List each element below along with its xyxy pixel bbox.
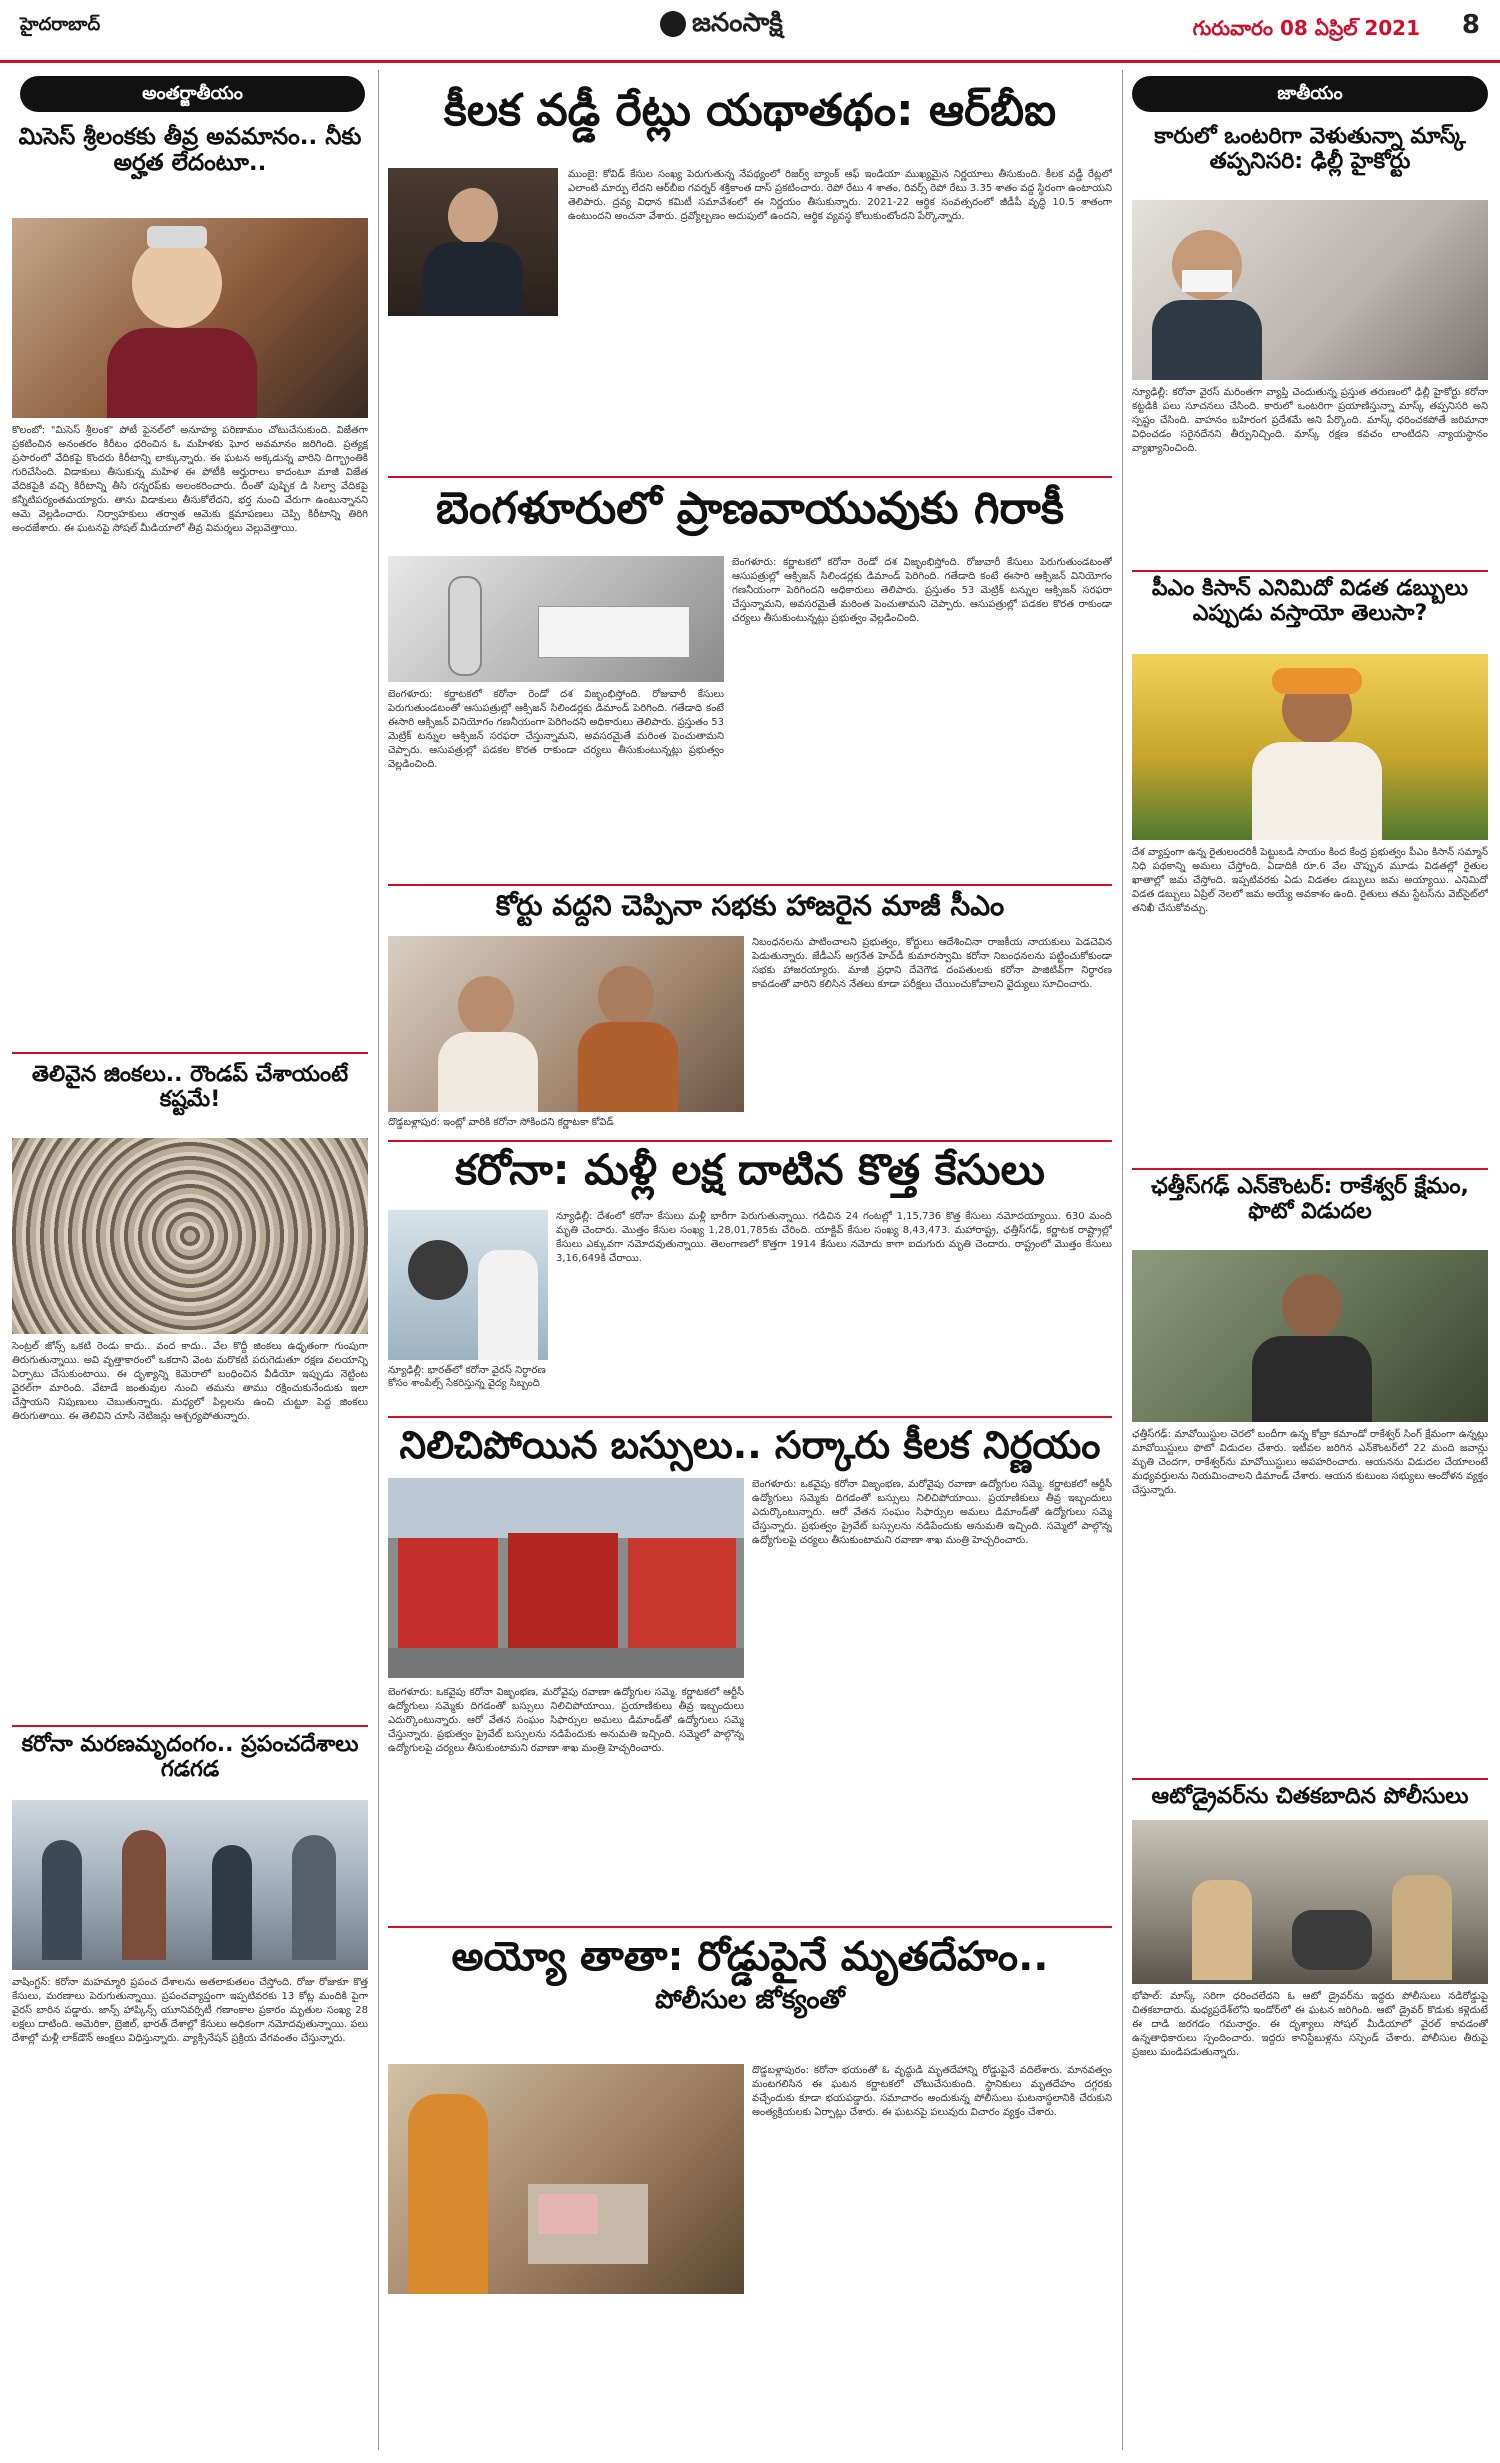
- story-body: ఛత్తీస్‌గఢ్: మావోయిస్టుల చెరలో బందీగా ఉన్న కోబ్రా కమాండో రాకేశ్వర్ సింగ్ క్షేమంగా ఉన్నట్లు మావోయిస్టులు ఫొటో విడుదల చేశారు. ఇటీవల జరిగిన ఎన్‌కౌంటర్‌లో 22 మంది జవాన్లు మృతి చెందగా, రాకేశ్వర్‌ను మావోయిస్టులు అపహరించారు. ఆయనను విడుదల చేయాలంటే మధ్యవర్తులను నియమించాలని డిమాండ్ చేశారు. ఆయన కుటుంబ సభ్యులు ఆందోళన వ్యక్తం చేస్తున్నారు.: [1132, 1429, 1488, 1496]
- story-separator: [388, 476, 1112, 478]
- headline: కరోనా మరణమృదంగం.. ప్రపంచదేశాలు గడగడ: [21, 1732, 359, 1783]
- story-body: నిబంధనలను పాటించాలని ప్రభుత్వం, కోర్టులు ఆదేశించినా రాజకీయ నాయకులు పెడచెవిన పెడుతున్నారు. జేడీఎస్ అగ్రనేత హెచ్‌డీ కుమారస్వామి కరోనా నిబంధనలను పట్టించుకోకుండా సభకు హాజరయ్యారు. మాజీ ప్రధాని దేవెగౌడ దంపతులకు కరోనా పాజిటివ్‌గా నిర్ధారణ కావడంతో వారిని కలిసిన నేతలు కూడా పరీక్షలు చేయించుకోవాలని వైద్యులు సూచించారు.: [752, 937, 1112, 990]
- section-national: జాతీయం: [1132, 76, 1488, 112]
- story-road-body: [388, 1934, 1112, 2016]
- paper-name: జనంసాక్షి: [692, 8, 783, 38]
- deer-herd-photo: [12, 1138, 368, 1334]
- story-mrs-srilanka: [12, 124, 368, 177]
- story-separator: [12, 1052, 368, 1054]
- story-body-cont: బెంగళూరు: ఒకవైపు కరోనా విజృంభణ, మరోవైపు రవాణా ఉద్యోగుల సమ్మె. కర్ణాటకలో ఆర్టీసీ ఉద్యోగులు సమ్మెకు దిగడంతో బస్సులు నిలిచిపోయాయి. ప్రయాణికులు తీవ్ర ఇబ్బందులు ఎదుర్కొంటున్నారు. ఆరో వేతన సంఘం సిఫార్సుల అమలు డిమాండ్‌తో ఉద్యోగులు సమ్మె చేస్తున్నారు. ప్రభుత్వం ప్రైవేట్ బస్సులను నడిపేందుకు అనుమతి ఇచ్చింది. సమ్మెలో పాల్గొన్న ఉద్యోగులపై చర్యలు తీసుకుంటామని రవాణా శాఖ మంత్రి హెచ్చరించారు.: [388, 1687, 744, 1754]
- story-separator: [388, 1140, 1112, 1142]
- logo-icon: [660, 11, 686, 37]
- roadside-photo: [388, 2064, 744, 2294]
- subheadline: పోలీసుల జోక్యంతో: [655, 1985, 845, 2015]
- story-body: న్యూఢిల్లీ: దేశంలో కరోనా కేసులు మళ్లీ భారీగా పెరుగుతున్నాయి. గడిచిన 24 గంటల్లో 1,15,736 కొత్త కేసులు నమోదయ్యాయి. 630 మంది మృతి చెందారు. మొత్తం కేసుల సంఖ్య 1,28,01,785కు చేరింది. యాక్టివ్ కేసుల సంఖ్య 8,43,473. మహారాష్ట్ర, ఛత్తీస్‌గఢ్, కర్ణాటక రాష్ట్రాల్లో కేసులు ఎక్కువగా నమోదవుతున్నాయి. తెలంగాణలో కొత్తగా 1914 కేసులు నమోదు కాగా ఐదుగురు మృతి చెందారు. రాష్ట్రంలో మొత్తం కేసులు 3,16,649కి చేరాయి.: [556, 1211, 1112, 1264]
- section-international: అంతర్జాతీయం: [20, 76, 365, 112]
- car-driver-photo: [1132, 200, 1488, 380]
- headline: నిలిచిపోయిన బస్సులు.. సర్కారు కీలక నిర్ణయం: [399, 1423, 1101, 1467]
- photo-caption: న్యూఢిల్లీ: భారత్‌లో కరోనా వైరస్ నిర్ధారణ కోసం శాంపిల్స్ సేకరిస్తున్న వైద్య సిబ్బంది: [388, 1365, 546, 1389]
- story-body: భోపాల్: మాస్క్ సరిగా ధరించలేదని ఓ ఆటో డ్రైవర్‌ను ఇద్దరు పోలీసులు నడిరోడ్డుపై చితకబాదారు. మధ్యప్రదేశ్‌లోని ఇండోర్‌లో ఈ ఘటన జరిగింది. ఆటో డ్రైవర్ కొడుకు కళ్లెదుటే ఈ దాడి జరగడం గమనార్హం. ఈ దృశ్యాలు సోషల్ మీడియాలో వైరల్ కావడంతో ఉన్నతాధికారులు స్పందించారు. ఇద్దరు కానిస్టేబుళ్లను సస్పెండ్ చేశారు. పోలీసుల తీరుపై ప్రజలు మండిపడుతున్నారు.: [1132, 1991, 1488, 2058]
- farmer-photo: [1132, 654, 1488, 840]
- story-body: బెంగళూరు: ఒకవైపు కరోనా విజృంభణ, మరోవైపు రవాణా ఉద్యోగుల సమ్మె. కర్ణాటకలో ఆర్టీసీ ఉద్యోగులు సమ్మెకు దిగడంతో బస్సులు నిలిచిపోయాయి. ప్రయాణికులు తీవ్ర ఇబ్బందులు ఎదుర్కొంటున్నారు. ఆరో వేతన సంఘం సిఫార్సుల అమలు డిమాండ్‌తో ఉద్యోగులు సమ్మె చేస్తున్నారు. ప్రభుత్వం ప్రైవేట్ బస్సులను నడిపేందుకు అనుమతి ఇచ్చింది. సమ్మెలో పాల్గొన్న ఉద్యోగులపై చర్యలు తీసుకుంటామని రవాణా శాఖ మంత్రి హెచ్చరించారు.: [752, 1479, 1112, 1546]
- story-body: న్యూఢిల్లీ: కరోనా వైరస్ మరింతగా వ్యాప్తి చెందుతున్న ప్రస్తుత తరుణంలో ఢిల్లీ హైకోర్టు కరోనా కట్టడికి పలు సూచనలు చేసింది. కారులో ఒంటరిగా ప్రయాణిస్తున్నా మాస్క్ తప్పనిసరి అని స్పష్టం చేసింది. వాహనం బహిరంగ ప్రదేశమే అని పేర్కొంది. మాస్క్ ధరించకపోతే జరిమానా విధించడం సరైనదేనని తీర్పునిచ్చింది. మాస్క్ రక్షణ కవచం లాంటిదని న్యాయస్థానం వ్యాఖ్యానించింది.: [1132, 387, 1488, 454]
- rbi-governor-photo: [388, 168, 558, 316]
- masked-crowd-photo: [12, 1800, 368, 1970]
- headline: కారులో ఒంటరిగా వెళుతున్నా మాస్క్ తప్పనిసరి: ఢిల్లీ హైకోర్టు: [1154, 124, 1466, 175]
- headline: మిసెస్ శ్రీలంకకు తీవ్ర అవమానం.. నీకు అర్హత లేదంటూ..: [18, 124, 362, 177]
- headline: ఛత్తీస్‌గఢ్ ఎన్‌కౌంటర్: రాకేశ్వర్ క్షేమం, ఫొటో విడుదల: [1151, 1174, 1469, 1225]
- story-separator: [388, 1416, 1112, 1418]
- story-separator: [388, 884, 1112, 886]
- story-separator: [388, 1926, 1112, 1928]
- story-oxygen: [388, 484, 1112, 535]
- column-divider: [1122, 70, 1123, 2450]
- headline: కీలక వడ్డీ రేట్లు యథాతథం: ఆర్‌బీఐ: [443, 85, 1057, 136]
- story-body: ముంబై: కోవిడ్ కేసుల సంఖ్య పెరుగుతున్న నేపథ్యంలో రిజర్వ్ బ్యాంక్ ఆఫ్ ఇండియా ముఖ్యమైన నిర్ణయాలు తీసుకుంది. కీలక వడ్డీ రేట్లలో ఎలాంటి మార్పు లేదని ఆర్‌బీఐ గవర్నర్ శక్తికాంత దాస్ ప్రకటించారు. రెపో రేటు 4 శాతం, రివర్స్ రెపో రేటు 3.35 శాతం వద్ద స్థిరంగా ఉంటాయని తెలిపారు. ద్రవ్య విధాన కమిటీ సమావేశంలో ఈ నిర్ణయం తీసుకున్నారు. 2021-22 ఆర్థిక సంవత్సరంలో జీడీపీ వృద్ధి 10.5 శాతంగా ఉంటుందని అంచనా వేశారు. ద్రవ్యోల్బణం అదుపులో ఉందని, ఆర్థిక వ్యవస్థ కోలుకుంటోందని పేర్కొన్నారు.: [568, 169, 1112, 222]
- testing-photo: [388, 1210, 548, 1360]
- story-mask-car: [1132, 124, 1488, 175]
- paper-logo: [660, 8, 783, 44]
- headline: ఆటోడ్రైవర్‌ను చితకబాదిన పోలీసులు: [1151, 1784, 1469, 1809]
- story-court: [388, 890, 1112, 922]
- story-body: సెంట్రల్ జోన్స్ ఒకటి రెండు కాదు.. వంద కాదు.. వేల కొద్దీ జింకలు ఉధృతంగా గుంపుగా తిరుగుతున్నాయి. అవి వృత్తాకారంలో ఒకదాని వెంట మరొకటి పరుగెడుతూ రక్షణ వలయాన్ని ఏర్పాటు చేసుకుంటాయి. ఈ దృశ్యాన్ని కెమెరాలో బంధించిన వీడియో ఇప్పుడు నెట్టింట వైరల్‌గా మారింది. వేటాడే జంతువుల నుంచి తమను తాము రక్షించుకునేందుకు ఇలా చేస్తాయని నిపుణులు చెబుతున్నారు. మధ్యలో పిల్లలను ఉంచి చుట్టూ పెద్ద జింకలు తిరుగుతాయి. ఈ తెలివిని చూసి నెటిజన్లు ఆశ్చర్యపోతున్నారు.: [12, 1341, 368, 1422]
- story-corona-cases: [388, 1146, 1112, 1194]
- headline: అయ్యో తాతా: రోడ్డుపైనే మృతదేహం..: [451, 1934, 1049, 1980]
- story-rbi: [388, 86, 1112, 137]
- former-cm-photo: [388, 936, 744, 1112]
- story-separator: [1132, 1168, 1488, 1170]
- city-label: హైదరాబాద్: [20, 14, 101, 35]
- story-separator: [1132, 1778, 1488, 1780]
- story-auto-driver: [1132, 1784, 1488, 1809]
- story-body: కొలంబో: "మిసెస్ శ్రీలంక" పోటీ ఫైనల్‌లో అనూహ్య పరిణామం చోటుచేసుకుంది. విజేతగా ప్రకటించిన అనంతరం కిరీటం ధరించిన ఓ మహిళకు ఘోర అవమానం జరిగింది. ప్రత్యక్ష ప్రసారంలో వేదికపై కొందరు కిరీటాన్ని లాక్కున్నారు. ఈ ఘటన అక్కడున్న వారిని దిగ్భ్రాంతికి గురిచేసింది. విడాకులు తీసుకున్న మహిళ ఈ పోటీకి అర్హురాలు కాదంటూ మాజీ విజేత వేదికపైకి వచ్చి కిరీటాన్ని తీసి రన్నరప్‌కు అలంకరించారు. దీంతో పుష్పిక డి సిల్వా వేదికపై కన్నీటిపర్యంతమయ్యారు. తాను విడాకులు తీసుకోలేదని, భర్త నుంచి వేరుగా ఉంటున్నానని ఆమె వెల్లడించారు. నిర్వాహకులు తర్వాత ఆమెకు క్షమాపణలు చెప్పి కిరీటాన్ని తిరిగి అందజేశారు. ఈ ఘటనపై సోషల్ మీడియాలో తీవ్ర విమర్శలు వెల్లువెత్తాయి.: [12, 425, 368, 534]
- story-separator: [12, 1725, 368, 1727]
- commando-photo: [1132, 1250, 1488, 1422]
- date-label: గురువారం 08 ఏప్రిల్ 2021: [1192, 16, 1420, 40]
- headline: తెలివైన జింకలు.. రౌండప్ చేశాయంటే కష్టమే!: [31, 1062, 349, 1113]
- story-separator: [1132, 570, 1488, 572]
- headline: కరోనా: మళ్లీ లక్ష దాటిన కొత్త కేసులు: [455, 1145, 1045, 1194]
- column-divider: [378, 70, 379, 2450]
- headline: కోర్టు వద్దని చెప్పినా సభకు హాజరైన మాజీ సీఎం: [495, 889, 1005, 922]
- pageant-photo: [12, 218, 368, 418]
- headline: పీఎం కిసాన్ ఎనిమిదో విడత డబ్బులు ఎప్పుడు వస్తాయో తెలుసా?: [1151, 576, 1469, 627]
- photo-caption: దొడ్డబళ్లాపుర: ఇంట్లో వారికి కరోనా సోకిందని కర్ణాటకా కోవిడ్: [388, 1117, 614, 1128]
- story-pm-kisan: [1132, 576, 1488, 627]
- headline: బెంగళూరులో ప్రాణవాయువుకు గిరాకీ: [435, 483, 1065, 534]
- story-body-cont: బెంగళూరు: కర్ణాటకలో కరోనా రెండో దశ విజృంభిస్తోంది. రోజువారీ కేసులు పెరుగుతుండటంతో ఆసుపత్రుల్లో ఆక్సిజన్ సిలిండర్లకు డిమాండ్ పెరిగింది. గతేడాది కంటే ఈసారి ఆక్సిజన్ వినియోగం గణనీయంగా పెరిగిందని అధికారులు తెలిపారు. ప్రస్తుతం 53 మెట్రిక్ టన్నుల ఆక్సిజన్ సరఫరా చేస్తున్నామని, అవసరమైతే మరింత పెంచుతామని చెప్పారు. ఆసుపత్రుల్లో పడకల కొరత రాకుండా చర్యలు తీసుకుంటున్నట్లు ప్రభుత్వం వెల్లడించింది.: [732, 557, 1112, 624]
- police-assault-photo: [1132, 1820, 1488, 1984]
- story-body: వాషింగ్టన్: కరోనా మహమ్మారి ప్రపంచ దేశాలను అతలాకుతలం చేస్తోంది. రోజు రోజుకూ కొత్త కేసులు, మరణాలు పెరుగుతున్నాయి. ప్రపంచవ్యాప్తంగా ఇప్పటివరకు 13 కోట్ల మందికి పైగా వైరస్ బారిన పడ్డారు. జాన్స్ హాప్కిన్స్ యూనివర్సిటీ గణాంకాల ప్రకారం మృతుల సంఖ్య 28 లక్షలు దాటింది. అమెరికా, బ్రెజిల్, భారత్ దేశాల్లో కేసులు అధికంగా నమోదవుతున్నాయి. పలు దేశాల్లో మళ్లీ లాక్‌డౌన్ ఆంక్షలు విధిస్తున్నారు. వ్యాక్సినేషన్ ప్రక్రియ వేగవంతం చేస్తున్నారు.: [12, 1977, 368, 2044]
- story-chhattisgarh: [1132, 1174, 1488, 1225]
- story-body: దొడ్డబళ్లాపురం: కరోనా భయంతో ఓ వృద్ధుడి మృతదేహాన్ని రోడ్డుపైనే వదిలేశారు. మానవత్వం మంటగలిసిన ఈ ఘటన కర్ణాటకలో చోటుచేసుకుంది. స్థానికులు మృతదేహం దగ్గరకు వచ్చేందుకు కూడా భయపడ్డారు. సమాచారం అందుకున్న పోలీసులు ఘటనాస్థలానికి చేరుకుని అంత్యక్రియలకు ఏర్పాట్లు చేశారు. ఈ ఘటనపై పలువురు విచారం వ్యక్తం చేశారు.: [752, 2065, 1112, 2118]
- story-buses: [388, 1424, 1112, 1468]
- story-body: దేశ వ్యాప్తంగా ఉన్న రైతులందరికీ పెట్టుబడి సాయం కింద కేంద్ర ప్రభుత్వం పీఎం కిసాన్ సమ్మాన్ నిధి పథకాన్ని అమలు చేస్తోంది. ఏడాదికి రూ.6 వేల చొప్పున మూడు విడతల్లో రైతుల ఖాతాల్లో జమ చేస్తోంది. ఇప్పటివరకు ఏడు విడతల డబ్బులు జమ అయ్యాయి. ఎనిమిదో విడత డబ్బులు ఏప్రిల్ నెలలో జమ అయ్యే అవకాశం ఉంది. రైతులు తమ స్టేటస్‌ను వెబ్‌సైట్‌లో తనిఖీ చేసుకోవచ్చు.: [1132, 847, 1488, 914]
- story-deer: [12, 1062, 368, 1113]
- story-corona-world: [12, 1732, 368, 1783]
- story-body: బెంగళూరు: కర్ణాటకలో కరోనా రెండో దశ విజృంభిస్తోంది. రోజువారీ కేసులు పెరుగుతుండటంతో ఆసుపత్రుల్లో ఆక్సిజన్ సిలిండర్లకు డిమాండ్ పెరిగింది. గతేడాది కంటే ఈసారి ఆక్సిజన్ వినియోగం గణనీయంగా పెరిగిందని అధికారులు తెలిపారు. ప్రస్తుతం 53 మెట్రిక్ టన్నుల ఆక్సిజన్ సరఫరా చేస్తున్నామని, అవసరమైతే మరింత పెంచుతామని చెప్పారు. ఆసుపత్రుల్లో పడకల కొరత రాకుండా చర్యలు తీసుకుంటున్నట్లు ప్రభుత్వం వెల్లడించింది.: [388, 689, 724, 770]
- parked-buses-photo: [388, 1478, 744, 1678]
- masthead: [0, 0, 1500, 63]
- page-number: 8: [1461, 10, 1480, 40]
- oxygen-cylinder-photo: [388, 556, 724, 682]
